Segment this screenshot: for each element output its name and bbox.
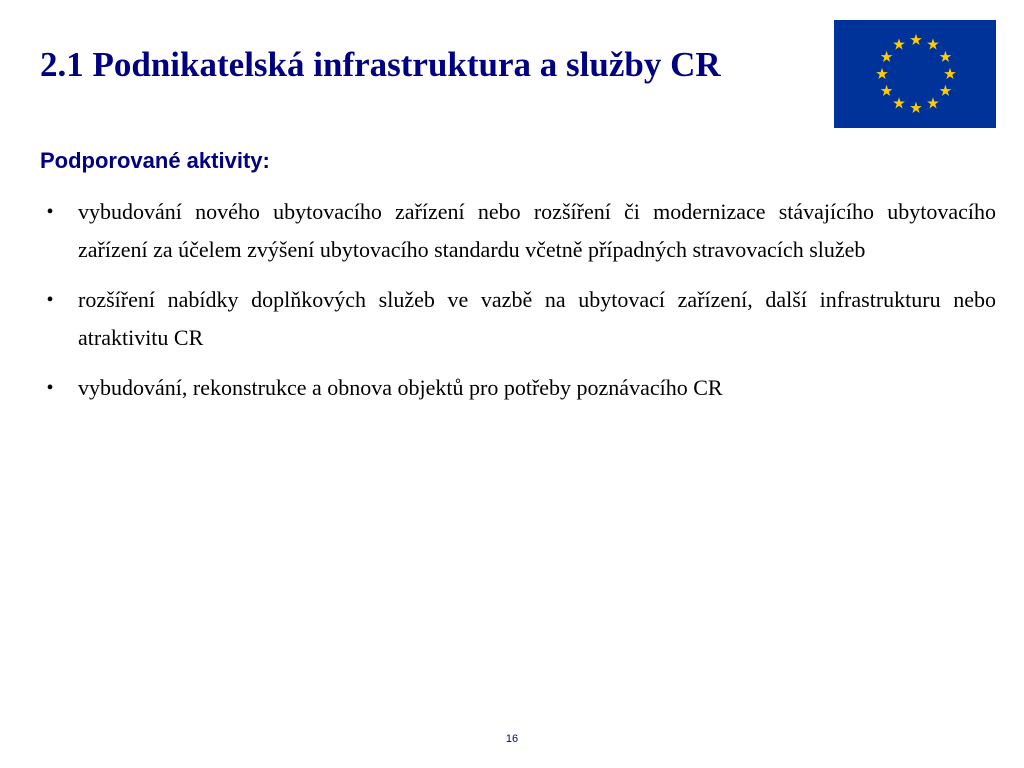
bullet-icon: • — [46, 289, 54, 311]
bullet-text: rozšíření nabídky doplňkových služeb ve vazbě na ubytovací zařízení, další infrastrukturu nebo atraktivitu CR — [78, 287, 996, 350]
bullet-item — [40, 193, 996, 269]
bullet-icon: • — [46, 201, 54, 223]
bullet-text: vybudování, rekonstrukce a obnova objektů pro potřeby poznávacího CR — [78, 375, 723, 400]
section-subtitle: Podporované aktivity: — [40, 148, 270, 173]
bullet-text: vybudování nového ubytovacího zařízení nebo rozšíření či modernizace stávajícího ubytovacího zařízení za účelem zvýšení ubytovacího standardu včetně případných stravovacích služeb — [78, 199, 996, 262]
bullet-item — [40, 281, 996, 357]
slide-title: 2.1 Podnikatelská infrastruktura a služby CR — [40, 45, 721, 84]
bullet-item — [40, 369, 996, 407]
eu-flag-icon — [834, 20, 996, 128]
eu-flag-background — [834, 20, 996, 128]
bullet-icon: • — [46, 377, 54, 399]
page-number: 16 — [505, 733, 519, 745]
bullet-list — [40, 193, 996, 419]
